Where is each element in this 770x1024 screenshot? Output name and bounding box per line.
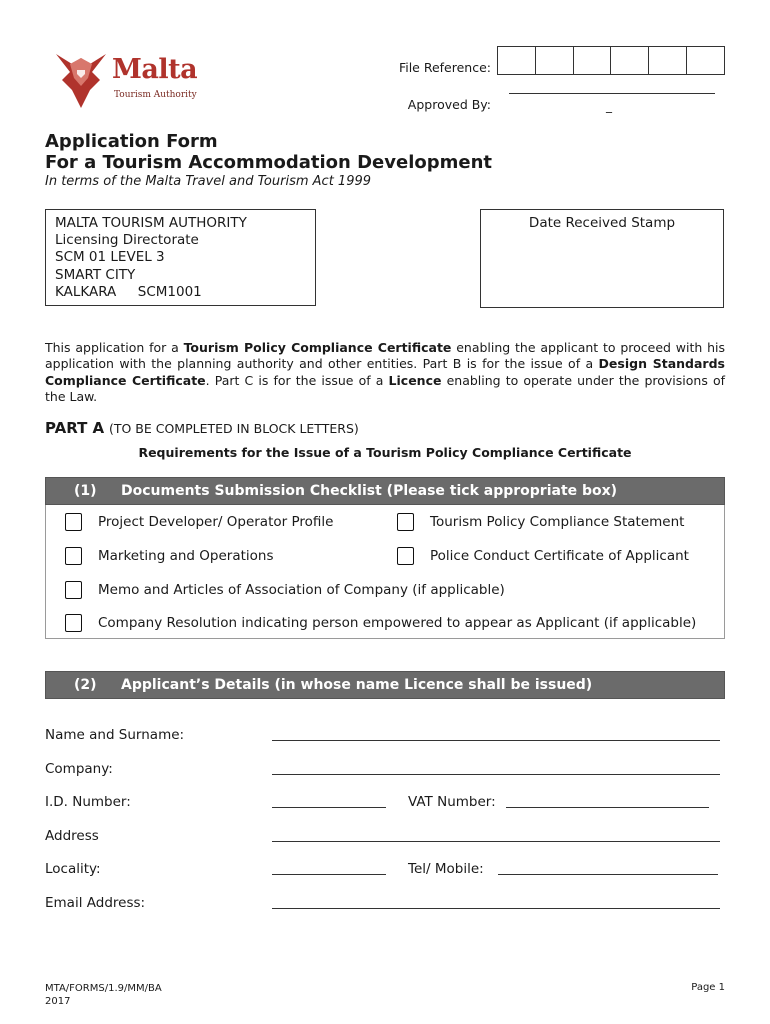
logo-subname: Tourism Authority	[114, 90, 197, 100]
intro-text: This application for a	[45, 340, 184, 355]
file-reference-label: File Reference:	[398, 60, 491, 75]
section1-number: (1)	[74, 483, 97, 499]
locality-label: Locality:	[45, 861, 101, 877]
page-number: Page 1	[691, 982, 725, 993]
checkbox-company-resolution[interactable]	[65, 614, 82, 632]
email-label: Email Address:	[45, 895, 146, 911]
address-line: MALTA TOURISM AUTHORITY	[55, 215, 247, 231]
company-field[interactable]	[272, 774, 720, 775]
address-label: Address	[45, 828, 99, 844]
address-field[interactable]	[272, 841, 720, 842]
section2-number: (2)	[74, 677, 97, 693]
malta-cross-logo-icon	[52, 50, 110, 110]
intro-bold: Design Standards Compliance Certificate	[45, 356, 725, 388]
intro-paragraph	[45, 340, 725, 406]
checkbox-label: Marketing and Operations	[98, 548, 274, 564]
checkbox-label: Company Resolution indicating person empowered to appear as Applicant (if applicable)	[98, 615, 697, 631]
locality-field[interactable]	[272, 874, 386, 875]
file-reference-box[interactable]	[648, 46, 686, 75]
form-code	[45, 982, 162, 1008]
form-code-line: MTA/FORMS/1.9/MM/BA	[45, 983, 162, 994]
name-field[interactable]	[272, 740, 720, 741]
approved-by-value: _	[606, 99, 612, 113]
form-year: 2017	[45, 996, 71, 1007]
checkbox-developer-profile[interactable]	[65, 513, 82, 531]
section1-header	[45, 477, 725, 505]
name-label: Name and Surname:	[45, 727, 185, 743]
approved-by-label: Approved By:	[407, 97, 491, 112]
file-reference-box[interactable]	[686, 46, 725, 75]
tel-mobile-label: Tel/ Mobile:	[408, 861, 484, 877]
checkbox-label: Tourism Policy Compliance Statement	[430, 514, 685, 530]
checkbox-marketing-operations[interactable]	[65, 547, 82, 565]
section2-title: Applicant’s Details (in whose name Licence shall be issued)	[121, 677, 593, 693]
email-field[interactable]	[272, 908, 720, 909]
vat-number-label: VAT Number:	[408, 794, 496, 810]
part-a-heading	[45, 419, 359, 437]
vat-number-field[interactable]	[506, 807, 709, 808]
section2-header	[45, 671, 725, 699]
checkbox-policy-statement[interactable]	[397, 513, 414, 531]
file-reference-box[interactable]	[573, 46, 611, 75]
file-reference-boxes[interactable]	[497, 46, 725, 75]
address-line: SMART CITY	[55, 266, 136, 283]
address-line: Licensing Directorate	[55, 232, 199, 249]
file-reference-box[interactable]	[535, 46, 573, 75]
id-number-field[interactable]	[272, 807, 386, 808]
tel-mobile-field[interactable]	[498, 874, 718, 875]
checkbox-police-conduct[interactable]	[397, 547, 414, 565]
checkbox-label: Project Developer/ Operator Profile	[98, 514, 334, 530]
malta-tourism-logo	[52, 50, 222, 112]
intro-bold: Tourism Policy Compliance Certificate	[183, 340, 452, 355]
id-number-label: I.D. Number:	[45, 794, 131, 810]
checkbox-label: Memo and Articles of Association of Company (if applicable)	[98, 582, 505, 598]
part-a-note: (TO BE COMPLETED IN BLOCK LETTERS)	[108, 421, 359, 436]
date-received-stamp-box	[480, 209, 724, 308]
file-reference-box[interactable]	[610, 46, 648, 75]
authority-address-box	[45, 209, 316, 306]
form-title: Application Form	[45, 131, 218, 152]
form-subtitle: In terms of the Malta Travel and Tourism Act 1999	[45, 174, 372, 189]
file-reference-box[interactable]	[497, 46, 535, 75]
section1-title: Documents Submission Checklist (Please tick appropriate box)	[121, 483, 618, 499]
approved-by-line[interactable]	[509, 93, 715, 94]
requirements-heading: Requirements for the Issue of a Tourism Policy Compliance Certificate	[138, 445, 632, 460]
address-line: SCM 01 LEVEL 3	[55, 249, 165, 266]
logo-name: Malta	[112, 54, 198, 85]
checkbox-label: Police Conduct Certificate of Applicant	[430, 548, 689, 564]
company-label: Company:	[45, 761, 113, 777]
form-title-line2: For a Tourism Accommodation Development	[45, 152, 493, 173]
intro-bold: Licence	[388, 372, 442, 388]
checkbox-memo-articles[interactable]	[65, 581, 82, 599]
documents-checklist	[45, 505, 725, 639]
intro-text: enabling the applicant to proceed with his application with the planning authority and other entities. Part B is for the issue of a	[45, 340, 725, 372]
intro-text: enabling to operate under the provisions of the Law.	[45, 372, 726, 405]
address-line: KALKARA SCM1001	[55, 283, 202, 300]
part-a-label: PART A	[45, 419, 105, 437]
intro-text: . Part C is for the issue of a	[205, 372, 389, 388]
date-received-label: Date Received Stamp	[528, 215, 676, 231]
